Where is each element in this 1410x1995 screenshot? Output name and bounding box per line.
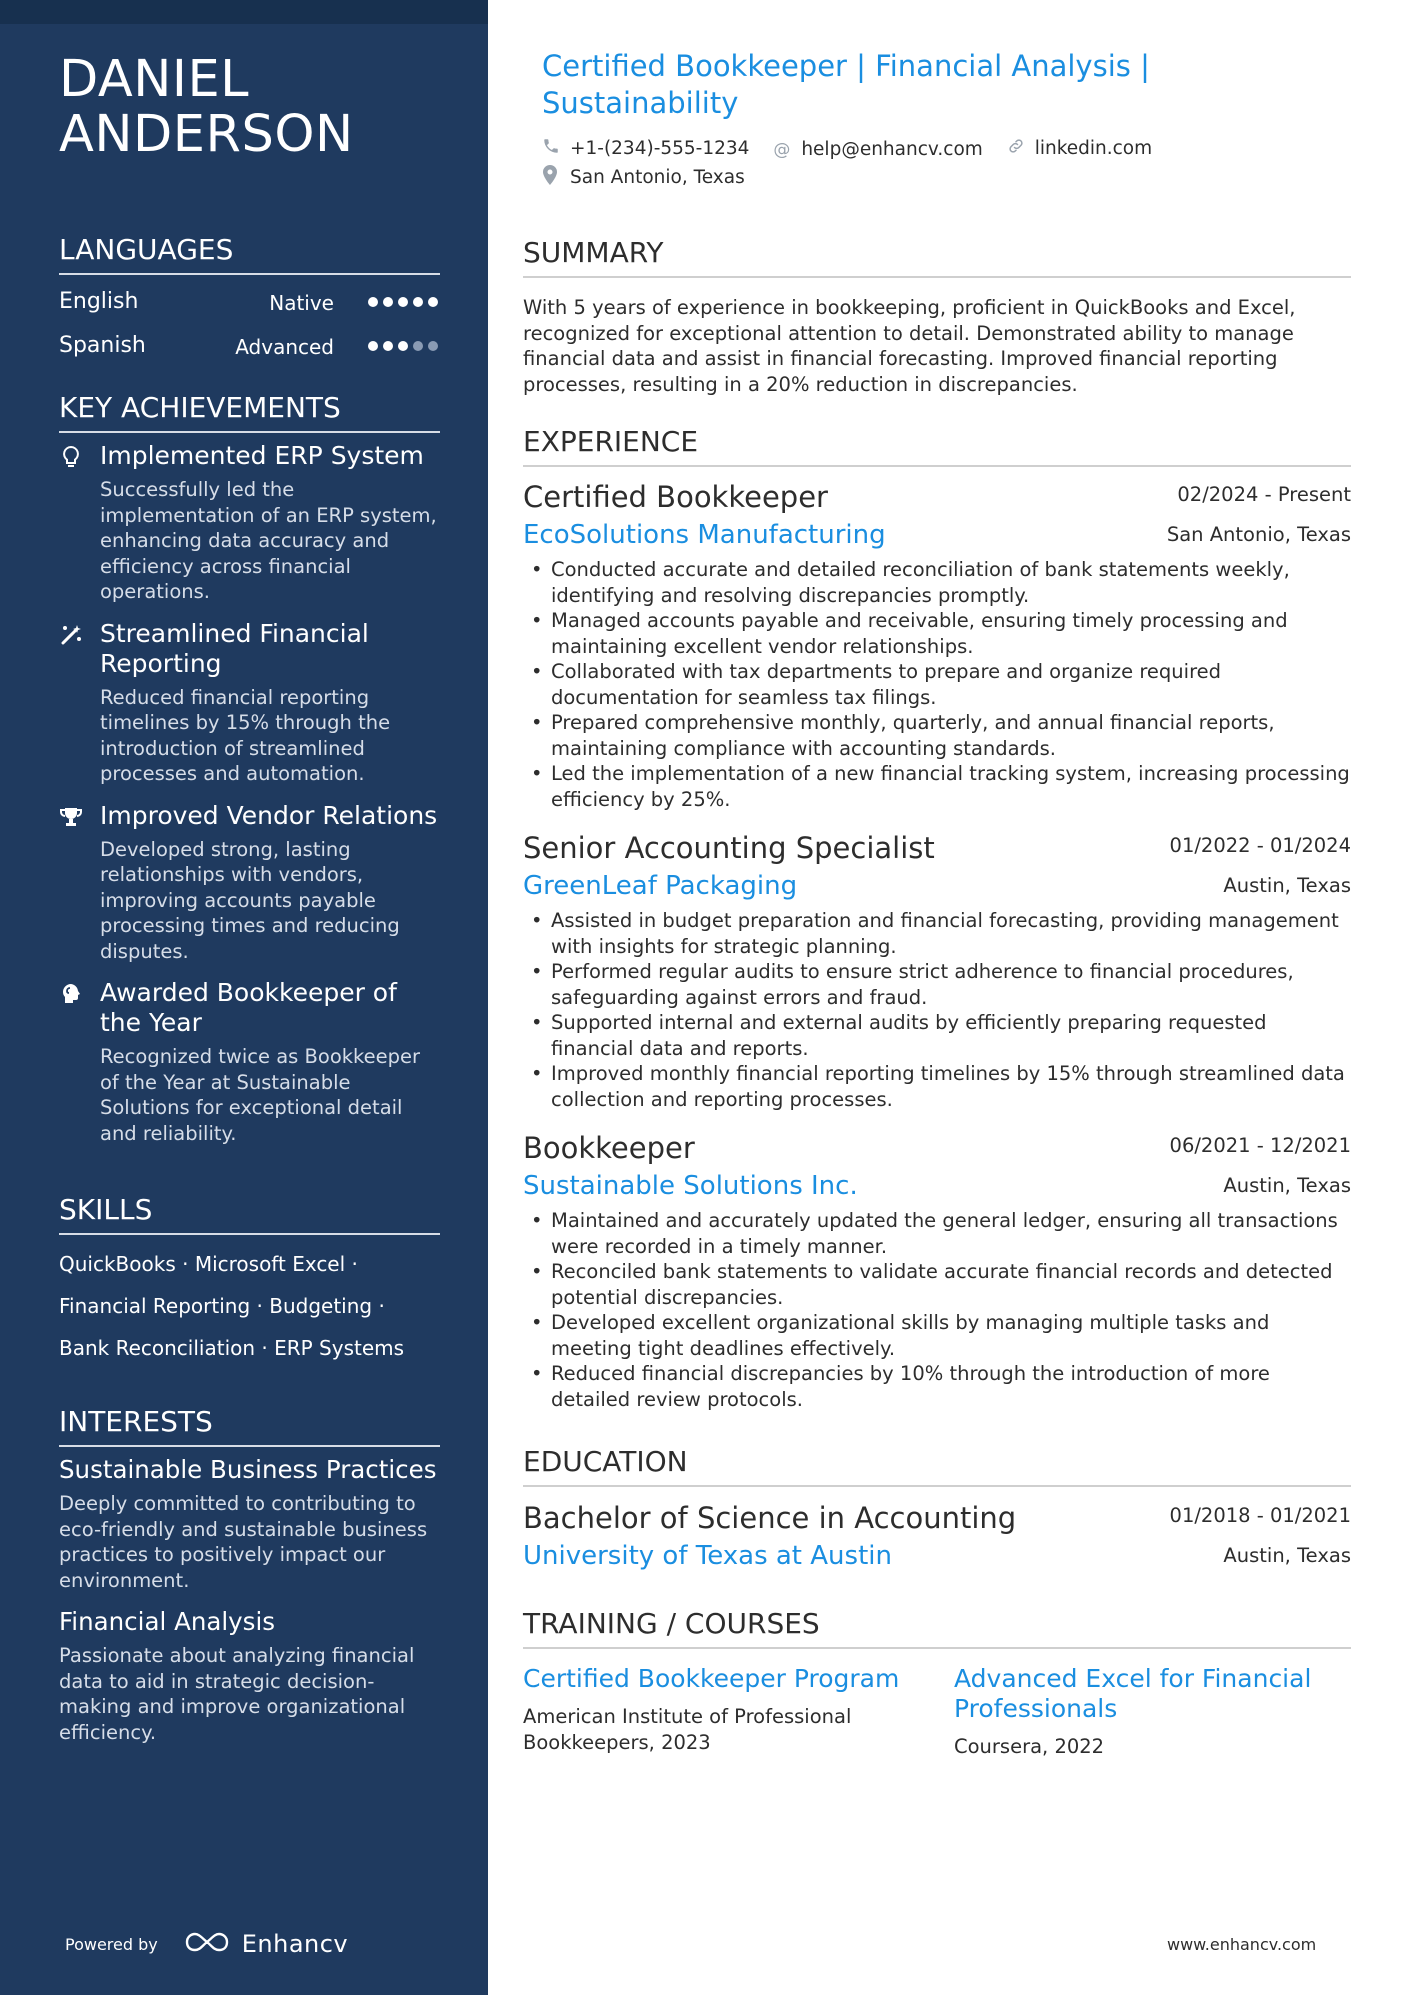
name-first: DANIEL bbox=[59, 50, 250, 109]
course-org: Coursera, 2022 bbox=[954, 1735, 1105, 1758]
experience-title: EXPERIENCE bbox=[523, 425, 1351, 467]
dot-icon bbox=[398, 297, 408, 307]
candidate-name bbox=[59, 52, 459, 162]
lightbulb-icon bbox=[59, 445, 83, 469]
bullet-item: • Assisted in budget preparation and financial forecasting, providing management with insights for strategic planning. bbox=[523, 908, 1351, 959]
interest-title: Financial Analysis bbox=[59, 1607, 276, 1636]
dot-icon bbox=[413, 297, 423, 307]
achievement-desc: Successfully led the implementation of an ERP system, enhancing data accuracy and efficiency across financial operations. bbox=[100, 478, 437, 603]
job-location: Austin, Texas bbox=[1223, 1174, 1351, 1197]
brain-icon bbox=[59, 982, 83, 1006]
achievements-title: KEY ACHIEVEMENTS bbox=[59, 391, 440, 433]
dot-icon bbox=[368, 297, 378, 307]
name-last: ANDERSON bbox=[59, 105, 354, 164]
sidebar-top-bar bbox=[0, 0, 488, 24]
achievement-desc: Developed strong, lasting relationships with vendors, improving accounts payable processing times and reducing disputes. bbox=[100, 837, 400, 963]
skills-section bbox=[59, 1193, 440, 1369]
powered-by bbox=[65, 1930, 348, 1958]
job-dates: 06/2021 - 12/2021 bbox=[1169, 1134, 1351, 1157]
contact-info bbox=[542, 134, 1342, 192]
language-row bbox=[59, 283, 440, 327]
bullet-item: • Conducted accurate and detailed reconciliation of bank statements weekly, identifying and resolving discrepancies promptly. bbox=[523, 557, 1351, 608]
job-dates: 02/2024 - Present bbox=[1177, 483, 1351, 506]
footer-url[interactable]: www.enhancv.com bbox=[1167, 1935, 1317, 1954]
training-title: TRAINING / COURSES bbox=[523, 1607, 1351, 1649]
achievement-title: Improved Vendor Relations bbox=[100, 800, 438, 830]
trophy-icon bbox=[59, 805, 83, 829]
job-company: Sustainable Solutions Inc. bbox=[523, 1171, 858, 1201]
course-title: Certified Bookkeeper Program bbox=[523, 1664, 900, 1693]
education-entry bbox=[523, 1500, 1351, 1576]
dot-icon bbox=[413, 341, 423, 351]
language-row bbox=[59, 327, 440, 371]
achievement-item bbox=[59, 619, 440, 787]
course-org: American Institute of Professional Bookkeepers, 2023 bbox=[523, 1705, 852, 1754]
achievement-desc: Reduced financial reporting timelines by 15% through the introduction of streamlined processes and automation. bbox=[100, 685, 391, 785]
linkedin-text[interactable]: linkedin.com bbox=[1034, 137, 1153, 159]
achievement-item bbox=[59, 441, 440, 605]
job-entry bbox=[523, 1130, 1351, 1412]
achievements-section bbox=[59, 391, 440, 1160]
dot-icon bbox=[428, 341, 438, 351]
bullet-item: • Led the implementation of a new financial tracking system, increasing processing efficiency by 25%. bbox=[523, 761, 1351, 812]
job-dates: 01/2022 - 01/2024 bbox=[1169, 834, 1351, 857]
degree: Bachelor of Science in Accounting bbox=[523, 1501, 1017, 1535]
enhancv-brand: Enhancv bbox=[241, 1930, 349, 1958]
language-name: English bbox=[59, 289, 139, 314]
interest-desc: Passionate about analyzing financial data to aid in strategic decision-making and improve organizational efficiency. bbox=[59, 1644, 415, 1744]
bullet-item: • Reconciled bank statements to validate accurate financial records and detected potential discrepancies. bbox=[523, 1259, 1351, 1310]
job-company: GreenLeaf Packaging bbox=[523, 871, 798, 901]
achievement-item bbox=[59, 978, 440, 1146]
language-level: Native bbox=[269, 291, 334, 315]
dot-icon bbox=[398, 341, 408, 351]
enhancv-logo-icon bbox=[184, 1930, 230, 1958]
job-entry bbox=[523, 830, 1351, 1112]
bullet-item: • Managed accounts payable and receivable, ensuring timely processing and maintaining excellent vendor relationships. bbox=[523, 608, 1351, 659]
headline: Certified Bookkeeper | Financial Analysis | Sustainability bbox=[542, 49, 1150, 120]
email-text[interactable]: help@enhancv.com bbox=[801, 139, 983, 160]
interest-desc: Deeply committed to contributing to eco-friendly and sustainable business practices to positively impact our environment. bbox=[59, 1492, 428, 1592]
summary-title: SUMMARY bbox=[523, 236, 1351, 278]
summary-text: With 5 years of experience in bookkeeping, proficient in QuickBooks and Excel, recognized for exceptional attention to detail. Demonstrated ability to manage financial data and assist in financial forecasting. Improved financial reporting processes, resulting in a 20% reduction in discrepancies. bbox=[523, 296, 1296, 396]
achievement-title: Implemented ERP System bbox=[100, 441, 424, 470]
achievement-item bbox=[59, 801, 440, 965]
job-company: EcoSolutions Manufacturing bbox=[523, 520, 886, 550]
job-title: Certified Bookkeeper bbox=[523, 480, 828, 514]
proficiency-dots bbox=[368, 341, 438, 351]
sidebar bbox=[0, 0, 488, 1995]
course-title: Advanced Excel for Financial Professionals bbox=[954, 1664, 1312, 1723]
education-dates: 01/2018 - 01/2021 bbox=[1169, 1504, 1351, 1527]
link-icon bbox=[1007, 137, 1029, 160]
at-sign-icon: @ bbox=[773, 139, 791, 160]
school-location: Austin, Texas bbox=[1223, 1544, 1351, 1567]
achievement-desc: Recognized twice as Bookkeeper of the Year at Sustainable Solutions for exceptional detail and reliability. bbox=[100, 1045, 421, 1145]
bullet-item: • Improved monthly financial reporting timelines by 15% through streamlined data collection and reporting processes. bbox=[523, 1061, 1351, 1112]
interests-section bbox=[59, 1405, 440, 1745]
language-level: Advanced bbox=[235, 335, 334, 359]
magic-wand-icon bbox=[59, 623, 83, 647]
course-item bbox=[523, 1664, 923, 1755]
job-bullets bbox=[523, 557, 1351, 812]
school-name: University of Texas at Austin bbox=[523, 1541, 892, 1571]
bullet-item: • Reduced financial discrepancies by 10% through the introduction of more detailed review protocols. bbox=[523, 1361, 1351, 1412]
dot-icon bbox=[383, 341, 393, 351]
dot-icon bbox=[428, 297, 438, 307]
job-title: Bookkeeper bbox=[523, 1131, 695, 1165]
contact-linkedin[interactable] bbox=[1007, 134, 1152, 162]
bullet-item: • Performed regular audits to ensure strict adherence to financial procedures, safeguarding against errors and fraud. bbox=[523, 959, 1351, 1010]
skills-title: SKILLS bbox=[59, 1193, 440, 1235]
job-location: San Antonio, Texas bbox=[1166, 523, 1351, 546]
location-pin-icon bbox=[542, 165, 564, 190]
education-title: EDUCATION bbox=[523, 1445, 1351, 1487]
job-location: Austin, Texas bbox=[1223, 874, 1351, 897]
languages-section bbox=[59, 233, 440, 371]
bullet-item: • Maintained and accurately updated the general ledger, ensuring all transactions were recorded in a timely manner. bbox=[523, 1208, 1351, 1259]
job-bullets bbox=[523, 908, 1351, 1112]
phone-icon bbox=[542, 137, 564, 160]
phone-text: +1-(234)-555-1234 bbox=[570, 137, 750, 159]
interests-title: INTERESTS bbox=[59, 1405, 440, 1447]
bullet-item: • Prepared comprehensive monthly, quarterly, and annual financial reports, maintaining compliance with accounting standards. bbox=[523, 710, 1351, 761]
bullet-item: • Collaborated with tax departments to prepare and organize required documentation for seamless tax filings. bbox=[523, 659, 1351, 710]
job-title: Senior Accounting Specialist bbox=[523, 831, 935, 865]
skills-line: Financial Reporting · Budgeting · bbox=[59, 1294, 385, 1318]
job-bullets bbox=[523, 1208, 1351, 1412]
dot-icon bbox=[368, 341, 378, 351]
achievement-title: Awarded Bookkeeper of the Year bbox=[100, 978, 397, 1037]
job-entry bbox=[523, 479, 1351, 812]
bullet-item: • Developed excellent organizational skills by managing multiple tasks and meeting tight deadlines effectively. bbox=[523, 1310, 1351, 1361]
skills-line: Bank Reconciliation · ERP Systems bbox=[59, 1336, 405, 1360]
achievement-title: Streamlined Financial Reporting bbox=[100, 618, 369, 678]
skills-line: QuickBooks · Microsoft Excel · bbox=[59, 1252, 358, 1276]
contact-phone bbox=[542, 134, 749, 162]
powered-by-label: Powered by bbox=[65, 1934, 158, 1954]
bullet-item: • Supported internal and external audits by efficiently preparing requested financial data and reports. bbox=[523, 1010, 1351, 1061]
languages-title: LANGUAGES bbox=[59, 233, 440, 275]
course-item bbox=[954, 1664, 1354, 1760]
dot-icon bbox=[383, 297, 393, 307]
location-text: San Antonio, Texas bbox=[570, 167, 745, 188]
language-name: Spanish bbox=[59, 333, 146, 358]
interest-title: Sustainable Business Practices bbox=[59, 1455, 437, 1484]
proficiency-dots bbox=[368, 297, 438, 307]
contact-location bbox=[542, 164, 745, 192]
contact-email[interactable] bbox=[773, 136, 982, 164]
